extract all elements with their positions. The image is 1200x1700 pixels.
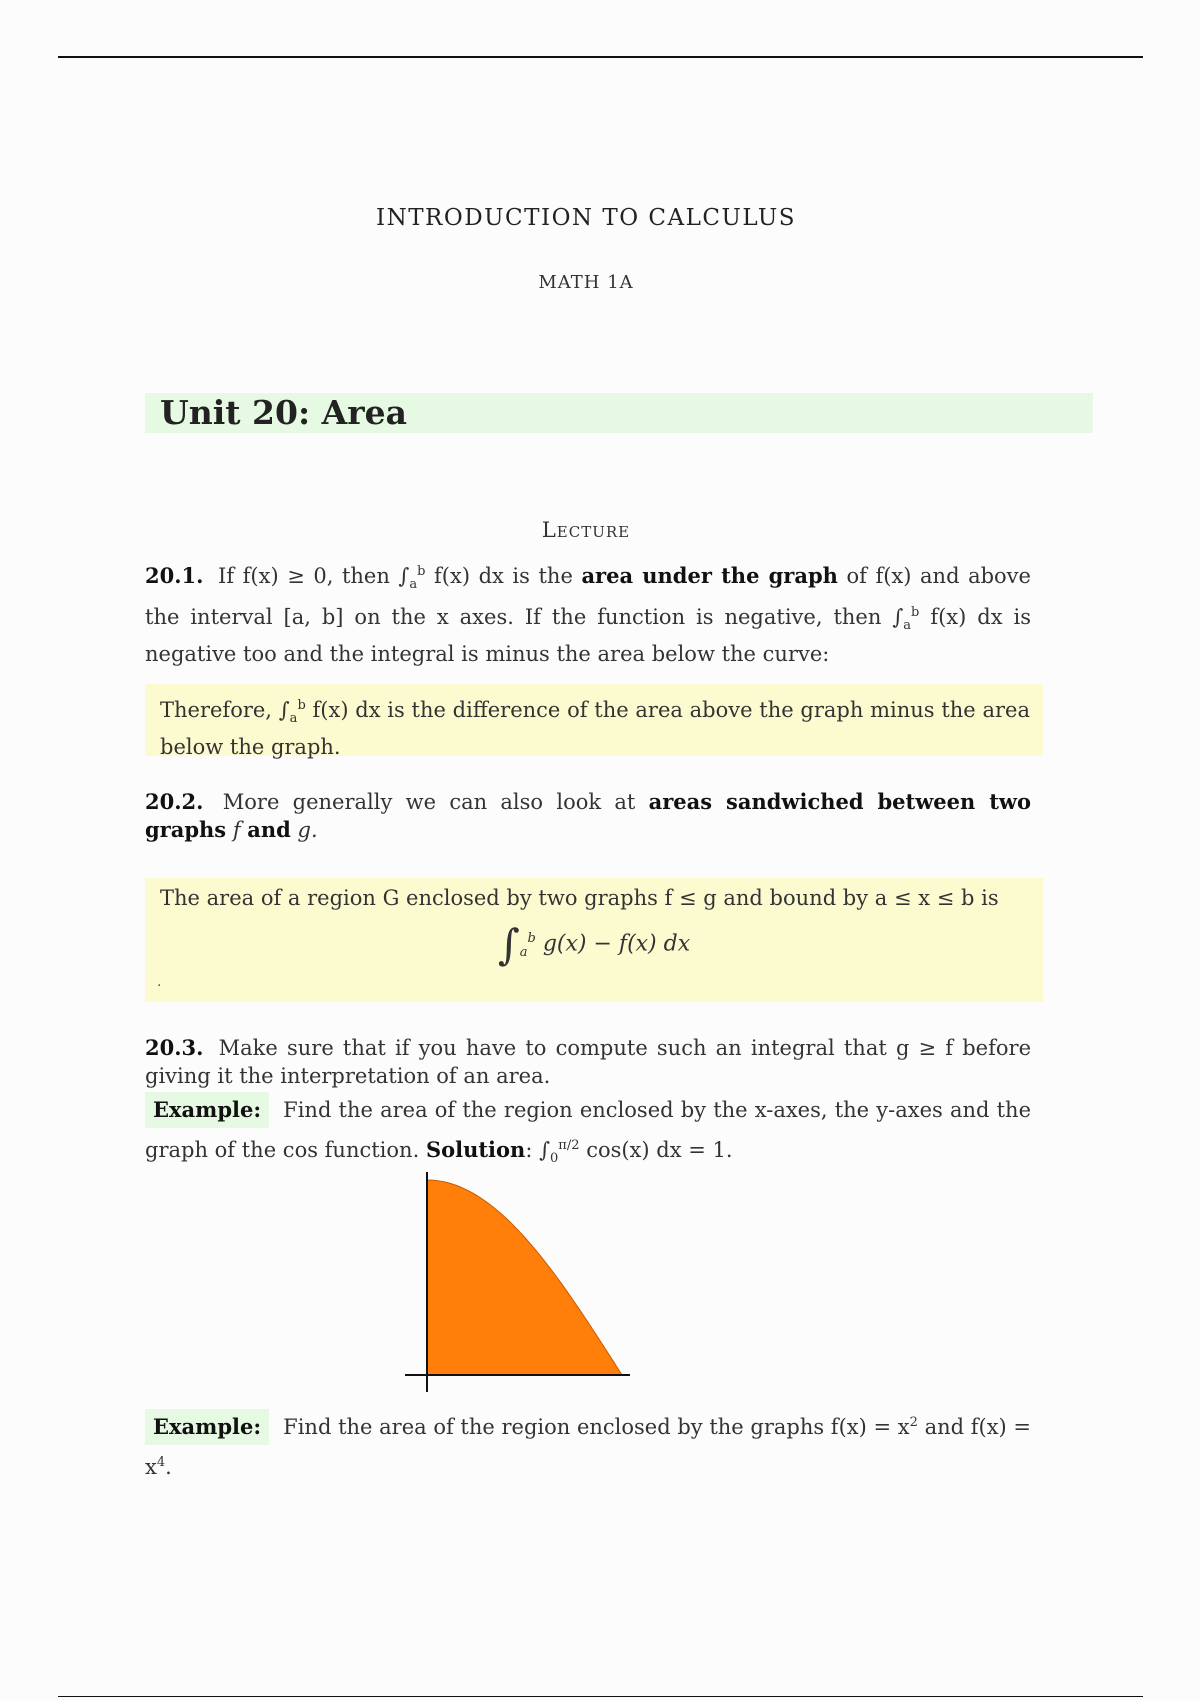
exponent: 2 <box>909 1415 918 1430</box>
lower-limit: a <box>409 577 418 593</box>
integrand: g(x) − f(x) dx <box>542 931 691 957</box>
solution-label: Solution <box>425 1137 526 1162</box>
text: x <box>145 1455 157 1479</box>
text: : ∫ <box>525 1138 551 1162</box>
text: and f(x) = <box>924 1415 1032 1439</box>
paragraph-number: 20.3. <box>145 1035 204 1060</box>
lower-limit: a <box>519 944 528 960</box>
upper-limit: b <box>417 564 426 579</box>
math-f: f <box>232 818 241 842</box>
top-rule <box>58 56 1143 58</box>
cosine-area-figure <box>405 1172 645 1402</box>
text: of f(x) and above the interval [a, b] on the x axes. If the function is negative, then ∫ <box>145 564 1031 630</box>
text: Make sure that if you have to compute such an integral that g ≥ f before giving it the interpretation of an area. <box>145 1036 1031 1088</box>
box-text: The area of a region G enclosed by two graphs f ≤ g and bound by a ≤ x ≤ b is <box>160 886 999 910</box>
upper-limit: b <box>297 698 306 713</box>
bold-phrase: area under the graph <box>581 563 838 588</box>
box-text <box>160 692 1030 761</box>
upper-limit: b <box>911 605 920 621</box>
text: . <box>165 1455 172 1479</box>
lower-limit: a <box>903 618 912 634</box>
example-2 <box>145 1405 1031 1485</box>
text: cos(x) dx = 1. <box>586 1138 733 1162</box>
text: f(x) dx is the <box>434 564 573 588</box>
example-label: Example: <box>145 1409 269 1445</box>
course-title: INTRODUCTION TO CALCULUS <box>376 205 796 231</box>
upper-limit: b <box>527 931 536 947</box>
upper-limit: π/2 <box>558 1138 580 1153</box>
text: If f(x) ≥ 0, then ∫ <box>218 564 410 588</box>
area-under-cosine <box>427 1180 622 1375</box>
integral-sign: ∫ <box>497 920 520 969</box>
example-label: Example: <box>145 1092 269 1128</box>
bold-and: and <box>247 817 291 842</box>
text: Find the area of the region enclosed by the x-axes, the y-axes and the graph of the cos function. <box>145 1098 1031 1162</box>
paragraph-number: 20.1. <box>145 563 204 588</box>
math-g: g. <box>297 818 318 842</box>
paragraph-20-3 <box>145 1034 1031 1090</box>
paragraph-number: 20.2. <box>145 789 204 814</box>
integral-formula <box>145 920 1043 969</box>
unit-title: Unit 20: Area <box>160 393 408 432</box>
paragraph-20-2 <box>145 788 1031 844</box>
highlight-box-area-between <box>145 878 1043 1002</box>
section-heading: Lecture <box>541 518 631 542</box>
example-1 <box>145 1092 1031 1177</box>
trailing-dot: . <box>157 974 162 990</box>
bold-phrase: areas sandwiched between two graphs <box>145 789 1031 842</box>
text: Therefore, ∫ <box>160 698 290 722</box>
text: f(x) dx is negative too and the integral is minus the area below the curve: <box>145 605 1031 667</box>
unit-banner <box>145 393 1093 433</box>
paragraph-20-1 <box>145 558 1031 668</box>
bottom-rule <box>58 1696 1143 1697</box>
highlight-box-area-difference <box>145 684 1043 760</box>
text: More generally we can also look at <box>222 790 636 814</box>
text: Find the area of the region enclosed by the graphs f(x) = x <box>283 1415 910 1439</box>
text: f(x) dx is the difference of the area above the graph minus the area below the graph. <box>160 698 1030 760</box>
lower-limit: 0 <box>550 1151 559 1167</box>
lower-limit: a <box>289 711 298 727</box>
course-code: MATH 1A <box>538 272 634 293</box>
exponent: 4 <box>156 1455 166 1470</box>
